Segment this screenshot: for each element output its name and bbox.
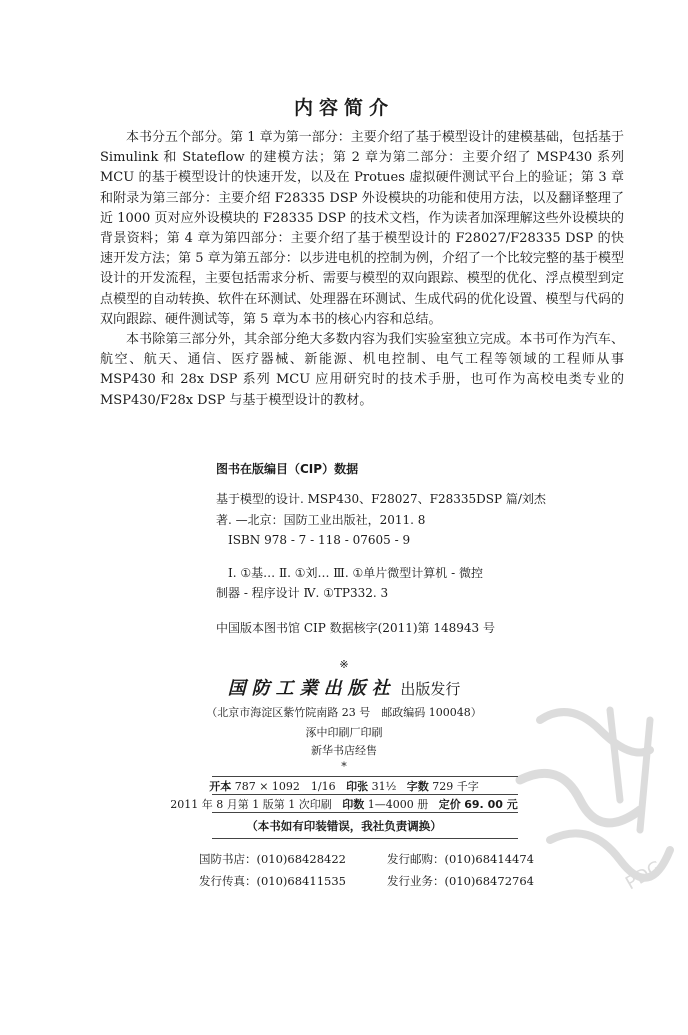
cip-isbn: ISBN 978 - 7 - 118 - 07605 - 9 bbox=[228, 533, 411, 547]
kaiben-value: 787 × 1092 1/16 bbox=[234, 780, 336, 793]
contact-business: 发行业务：(010)68472764 bbox=[387, 874, 534, 888]
contact-fax: 发行传真：(010)68411535 bbox=[199, 874, 346, 888]
zishu-label: 字数 bbox=[406, 780, 429, 793]
kaiben-label: 开本 bbox=[209, 780, 232, 793]
publisher-logo: 国防工業出版社 bbox=[227, 678, 396, 699]
separator-star: ※ bbox=[339, 658, 349, 671]
yinzhang-value: 31½ bbox=[371, 780, 397, 793]
separator-asterisk: * bbox=[341, 760, 347, 773]
cip-block bbox=[216, 489, 576, 638]
contact-bookstore: 国防书店：(010)68428422 bbox=[199, 852, 346, 866]
publisher-suffix: 出版发行 bbox=[400, 680, 461, 698]
print-run-label: 印数 bbox=[342, 798, 365, 811]
price-label: 定价 bbox=[438, 798, 461, 811]
divider bbox=[212, 776, 518, 777]
cip-publisher-line: 著. —北京：国防工业出版社，2011. 8 bbox=[216, 512, 426, 527]
watermark-seal bbox=[500, 690, 688, 920]
yinzhang-label: 印张 bbox=[346, 780, 369, 793]
zishu-value: 729 千字 bbox=[432, 780, 479, 793]
cip-classification-line-1: Ⅰ. ①基… Ⅱ. ①刘… Ⅲ. ①单片微型计算机 - 微控 bbox=[228, 565, 483, 580]
divider bbox=[212, 838, 518, 839]
distributor-line: 新华书店经售 bbox=[311, 744, 377, 757]
price-value: 69. 00 元 bbox=[464, 798, 518, 811]
printer-line: 涿中印刷厂印刷 bbox=[305, 726, 383, 739]
intro-paragraph-2: 本书除第三部分外，其余部分绝大多数内容为我们实验室独立完成。本书可作为汽车、航空、航天、通信、医疗器械、新能源、机电控制、电气工程等领域的工程师从事 MSP430 和 28x DSP 系列 MCU 应用研究时的技术手册，也可作为高校电类专业的 MSP430/F28x DSP 与基于模型设计的教材。 bbox=[100, 332, 624, 408]
intro-section bbox=[100, 128, 624, 411]
contact-mail-order: 发行邮购：(010)68414474 bbox=[387, 852, 534, 866]
cip-number: 中国版本图书馆 CIP 数据核字(2011)第 148943 号 bbox=[216, 620, 495, 635]
error-notice: （本书如有印装错误，我社负责调换） bbox=[246, 819, 442, 833]
divider bbox=[212, 812, 518, 813]
publisher-address: （北京市海淀区紫竹院南路 23 号 邮政编码 100048） bbox=[206, 706, 482, 719]
divider bbox=[212, 794, 518, 795]
cip-heading: 图书在版编目（CIP）数据 bbox=[216, 462, 359, 476]
intro-paragraph-1: 本书分五个部分。第 1 章为第一部分：主要介绍了基于模型设计的建模基础，包括基于 Simulink 和 Stateflow 的建模方法；第 2 章为第二部分：主要介绍了 MSP430 系列 MCU 的基于模型设计的快速开发，以及在 Protues 虚拟硬件测试平台上的验证；第 3 章和附录为第三部分：主要介绍 F28335 DSP 外设模块的功能和使用方法，以及翻译整理了近 1000 页对应外设模块的 F28335 DSP 的技术文档，作为读者加深理解这些外设模块的背景资料；第 4 章为第四部分：主要介绍了基于模型设计的 F28027/F28335 DSP 的快速开发方法；第 5 章为第五部分：以步进电机的控制为例，介绍了一个比较完整的基于模型设计的开发流程，主要包括需求分析、需要与模型的双向跟踪、模型的优化、浮点模型到定点模型的自动转换、软件在环测试、处理器在环测试、生成代码的优化设置、模型与代码的双向跟踪、硬件测试等，第 5 章为本书的核心内容和总结。 bbox=[100, 130, 624, 327]
edition-info: 2011 年 8 月第 1 版第 1 次印刷 bbox=[170, 798, 332, 811]
watermark-text: PDG bbox=[622, 856, 666, 895]
print-run-value: 1—4000 册 bbox=[367, 798, 429, 811]
cip-title-line: 基于模型的设计. MSP430、F28027、F28335DSP 篇/刘杰 bbox=[216, 492, 546, 506]
page-title: 内容简介 bbox=[293, 97, 394, 119]
cip-classification-line-2: 制器 - 程序设计 Ⅳ. ①TP332. 3 bbox=[216, 586, 389, 600]
